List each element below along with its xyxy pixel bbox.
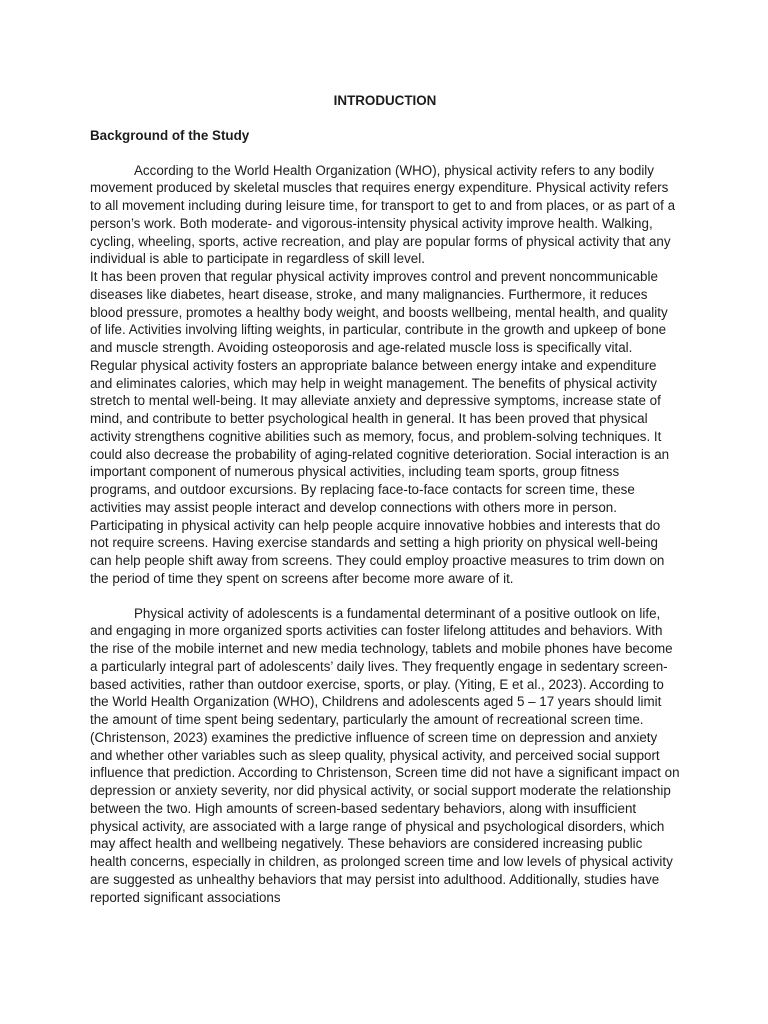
paragraph-2: It has been proven that regular physical activity improves control and prevent noncommunicable diseases like diabetes, heart disease, stroke, and many malignancies. Furthermore, it reduces blood pressure, promotes a healthy body weight, and boosts wellbeing, mental health, and quality of life. Activities involving lifting weights, in particular, contribute in the growth and upkeep of bone and muscle strength. Avoiding osteoporosis and age-related muscle loss is specifically vital. Regular physical activity fosters an appropriate balance between energy intake and expenditure and eliminates calories, which may help in weight management. The benefits of physical activity stretch to mental well-being. It may alleviate anxiety and depressive symptoms, increase state of mind, and contribute to better psychological health in general. It has been proved that physical activity strengthens cognitive abilities such as memory, focus, and problem-solving techniques. It could also decrease the probability of aging-related cognitive deterioration. Social interaction is an important component of numerous physical activities, including team sports, group fitness programs, and outdoor excursions. By replacing face-to-face contacts for screen time, these activities may assist people interact and develop connections with others more in person. Participating in physical activity can help people acquire innovative hobbies and interests that do not require screens. Having exercise standards and setting a high priority on physical well-being can help people shift away from screens. They could employ proactive measures to trim down on the period of time they spent on screens after become more aware of it. xyxy=(90,269,670,586)
paragraph-3: Physical activity of adolescents is a fundamental determinant of a positive outlook on life, and engaging in more organized sports activities can foster lifelong attitudes and behaviors. With the rise of the mobile internet and new media technology, tablets and mobile phones have become a particularly integral part of adolescents’ daily lives. They frequently engage in sedentary screen-based activities, rather than outdoor exercise, sports, or play. (Yiting, E et al., 2023). According to the World Health Organization (WHO), Childrens and adolescents aged 5 – 17 years should limit the amount of time spent being sedentary, particularly the amount of recreational screen time. (Christenson, 2023) examines the predictive influence of screen time on depression and anxiety and whether other variables such as sleep quality, physical activity, and perceived social support influence that prediction. According to Christenson, Screen time did not have a significant impact on depression or anxiety severity, nor did physical activity, or social support moderate the relationship between the two. High amounts of screen-based sedentary behaviors, along with insufficient physical activity, are associated with a large range of physical and psychological disorders, which may affect health and wellbeing negatively. These behaviors are considered increasing public health concerns, especially in children, as prolonged screen time and low levels of physical activity are suggested as unhealthy behaviors that may persist into adulthood. Additionally, studies have reported significant associations xyxy=(90,605,680,905)
document-body xyxy=(90,92,680,906)
page-title: INTRODUCTION xyxy=(333,93,437,108)
paragraph-1: According to the World Health Organization (WHO), physical activity refers to any bodily movement produced by skeletal muscles that requires energy expenditure. Physical activity refers to all movement including during leisure time, for transport to get to and from places, or as part of a person’s work. Both moderate- and vigorous-intensity physical activity improve health. Walking, cycling, wheeling, sports, active recreation, and play are popular forms of physical activity that any individual is able to participate in regardless of skill level. xyxy=(90,162,676,267)
section-heading: Background of the Study xyxy=(90,127,250,143)
